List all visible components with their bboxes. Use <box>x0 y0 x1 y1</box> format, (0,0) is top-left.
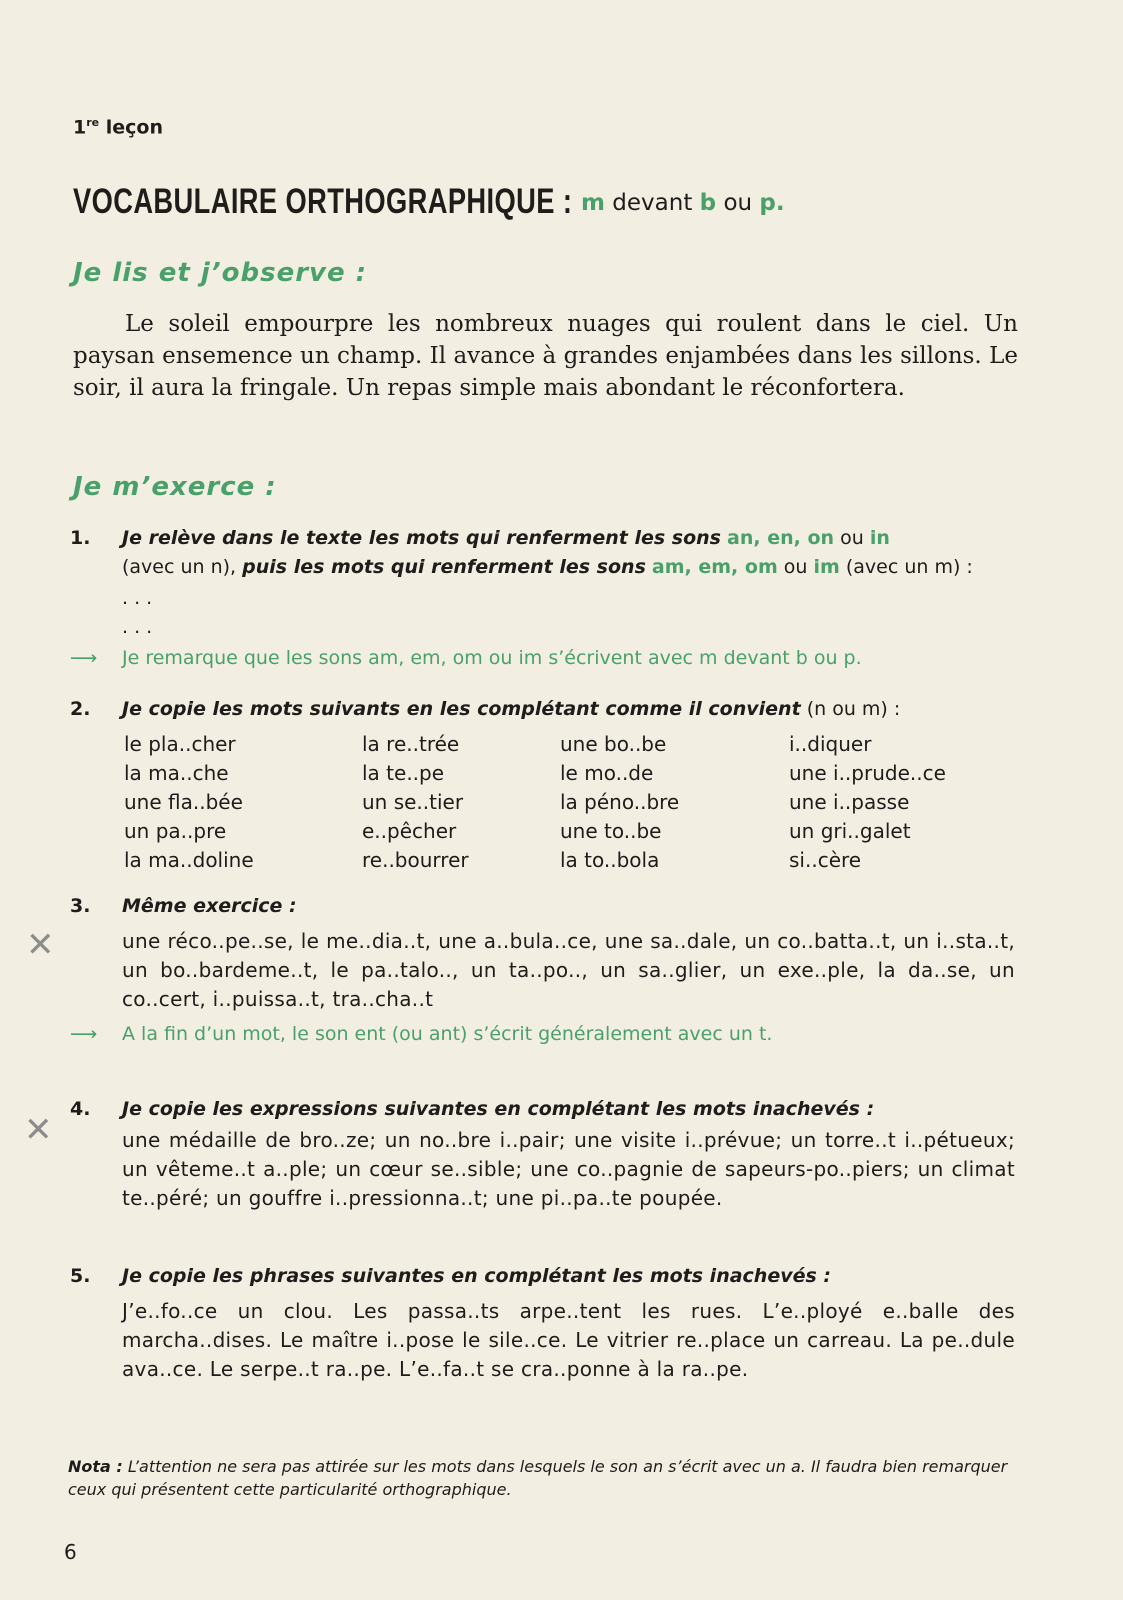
lesson-label: leçon <box>105 116 163 139</box>
ex2-word: si..cère <box>789 848 862 872</box>
ex3-rule-note <box>70 1020 1015 1049</box>
exercise-5-number: 5. <box>70 1265 91 1287</box>
ex4-instr: Je copie les expressions suivantes en complétant les mots inachevés : <box>122 1098 875 1120</box>
ex2-paren: (n ou m) : <box>806 698 901 720</box>
ex1-dots-2: . . . <box>122 616 153 638</box>
nota-footnote <box>68 1455 1013 1501</box>
ex2-word: une i..passe <box>789 790 910 814</box>
title-m: m <box>581 190 605 216</box>
ex2-word: la péno..bre <box>560 790 680 814</box>
exercise-4 <box>70 1095 1015 1213</box>
ex2-word: une fla..bée <box>124 790 243 814</box>
arrow-icon: ⟶ <box>70 1023 98 1045</box>
ex4-text: une médaille de bro..ze; un no..bre i..pair; une visite i..prévue; un torre..t i..pétueux; un vêteme..t a..ple; un cœur se..sible; une co..pagnie de sapeurs-po..piers; un climat te..péré; un gouffre i..pressionna..t; une pi..pa..te poupée. <box>122 1128 1015 1210</box>
ex2-word: i..diquer <box>789 732 872 756</box>
ex2-word: la ma..che <box>124 761 229 785</box>
ex2-word: une i..prude..ce <box>789 761 946 785</box>
section-exercise-heading: Je m’exerce : <box>73 472 277 502</box>
exercise-3-instruction <box>122 892 1015 921</box>
ex1-rule-note <box>70 644 1015 673</box>
exercise-5-instruction <box>122 1262 1015 1291</box>
page-title <box>73 182 785 222</box>
page-number: 6 <box>64 1540 77 1564</box>
exercise-2 <box>70 695 1015 724</box>
exercise-3 <box>70 892 1015 1049</box>
exercise-4-number: 4. <box>70 1098 91 1120</box>
ex2-column-1 <box>124 730 254 875</box>
reading-passage <box>73 308 1018 404</box>
ex1-instr-part1: Je relève dans le texte les mots qui renferment les sons <box>122 527 721 549</box>
ex2-word: un gri..galet <box>789 819 911 843</box>
pencil-cross-mark-icon: ✕ <box>26 925 55 965</box>
ex2-word: re..bourrer <box>362 848 469 872</box>
ex2-word: un se..tier <box>362 790 464 814</box>
title-b: b <box>699 190 717 216</box>
ex1-dots-1: . . . <box>122 587 153 609</box>
exercise-2-number: 2. <box>70 698 91 720</box>
ex1-sounds-n: an, en, on <box>727 527 835 549</box>
ex2-word: le mo..de <box>560 761 654 785</box>
ex2-column-2 <box>362 730 469 875</box>
ex1-sound-im: im <box>813 556 840 578</box>
ex1-ou-2: ou <box>783 556 808 578</box>
ex1-paren-m: (avec un m) : <box>845 556 973 578</box>
ex5-text: J’e..fo..ce un clou. Les passa..ts arpe..tent les rues. L’e..ployé e..balle des marcha..dises. Le maître i..pose le sile..ce. Le vitrier re..place un carreau. La pe..dule ava..ce. Le serpe..t ra..pe. L’e..fa..t se cra..ponne à la ra..pe. <box>122 1299 1015 1381</box>
section-read-heading: Je lis et j’observe : <box>73 258 368 288</box>
ex2-word: une bo..be <box>560 732 667 756</box>
ex2-word: la re..trée <box>362 732 460 756</box>
lesson-number: 1 <box>73 116 87 139</box>
ex3-instr: Même exercice : <box>122 895 297 917</box>
ex2-column-3 <box>560 730 679 875</box>
title-ou: ou <box>723 190 753 216</box>
nota-text: L’attention ne sera pas attirée sur les mots dans lesquels le son an s’écrit avec un a. Il faudra bien remarquer ceux qui présentent cette particularité orthographique. <box>68 1457 1008 1499</box>
ex1-note-text: Je remarque que les sons am, em, om ou im s’écrivent avec m devant b ou p. <box>122 647 862 669</box>
ex3-note-text: A la fin d’un mot, le son ent (ou ant) s’écrit généralement avec un t. <box>122 1023 773 1045</box>
exercise-1-number: 1. <box>70 527 91 549</box>
ex5-instr: Je copie les phrases suivantes en complétant les mots inachevés : <box>122 1265 832 1287</box>
lesson-number-suffix: re <box>86 116 100 129</box>
ex2-column-4 <box>789 730 946 875</box>
exercise-5 <box>70 1262 1015 1384</box>
reading-text: Le soleil empourpre les nombreux nuages qui roulent dans le ciel. Un paysan ensemence un champ. Il avance à grandes enjambées dans les sillons. Le soir, il aura la fringale. Un repas simple mais abondant le réconfortera. <box>73 311 1018 401</box>
exercise-4-instruction <box>122 1095 1015 1124</box>
ex2-word: la ma..doline <box>124 848 254 872</box>
ex1-paren-n: (avec un n), <box>122 556 237 578</box>
pencil-cross-mark-icon: ✕ <box>24 1110 53 1150</box>
title-p: p. <box>759 190 785 216</box>
ex1-sound-in: in <box>869 527 890 549</box>
ex2-word: une to..be <box>560 819 662 843</box>
ex1-instr-part2: puis les mots qui renferment les sons <box>242 556 646 578</box>
ex3-text: une réco..pe..se, le me..dia..t, une a..bula..ce, une sa..dale, un co..batta..t, un i..sta..t, un bo..bardeme..t, le pa..talo.., un ta..po.., un sa..glier, un exe..ple, la da..se, un co..cert, i..puissa..t, tra..cha..t <box>122 929 1015 1011</box>
title-devant: devant <box>612 190 693 216</box>
exercise-1 <box>70 524 1015 673</box>
ex2-word: le pla..cher <box>124 732 236 756</box>
nota-label: Nota : <box>68 1457 123 1476</box>
title-rule <box>581 190 785 216</box>
title-main: VOCABULAIRE ORTHOGRAPHIQUE : <box>73 182 573 221</box>
ex2-instr: Je copie les mots suivants en les complétant comme il convient <box>122 698 801 720</box>
ex2-word: un pa..pre <box>124 819 227 843</box>
exercise-1-instruction <box>122 524 1015 582</box>
lesson-heading <box>73 116 163 138</box>
ex1-ou-1: ou <box>840 527 864 549</box>
exercise-3-number: 3. <box>70 895 91 917</box>
ex1-sounds-m: am, em, om <box>651 556 778 578</box>
ex2-word: e..pêcher <box>362 819 457 843</box>
exercise-2-instruction <box>122 695 1015 724</box>
arrow-icon: ⟶ <box>70 647 98 669</box>
ex2-word: la to..bola <box>560 848 660 872</box>
ex2-word: la te..pe <box>362 761 445 785</box>
